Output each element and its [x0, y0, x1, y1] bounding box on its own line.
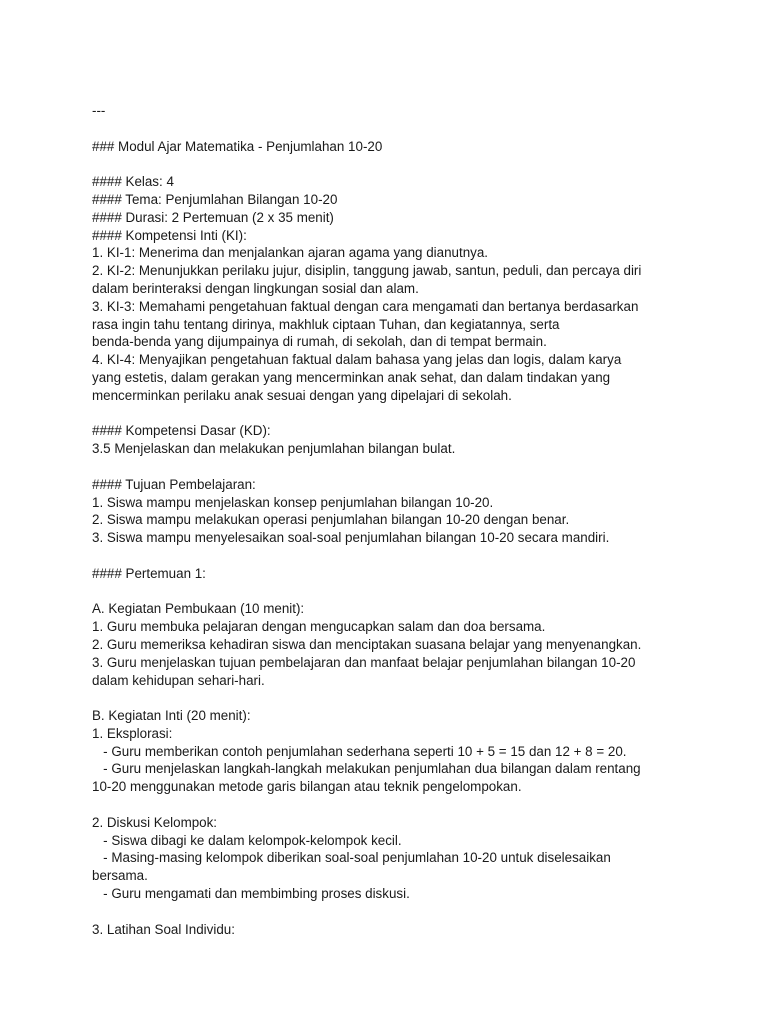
text-line: mencerminkan perilaku anak sesuai dengan yang dipelajari di sekolah.	[92, 387, 512, 403]
text-line: 3. KI-3: Memahami pengetahuan faktual dengan cara mengamati dan bertanya berdasarkan	[92, 298, 639, 314]
blank-line	[92, 155, 692, 173]
text-line: 3. Siswa mampu menyelesaikan soal-soal penjumlahan bilangan 10-20 secara mandiri.	[92, 530, 610, 546]
text-line: 2. Guru memeriksa kehadiran siswa dan menciptakan suasana belajar yang menyenangkan.	[92, 636, 642, 652]
blank-line	[92, 120, 692, 138]
text-line: benda-benda yang dijumpainya di rumah, di sekolah, dan di tempat bermain.	[92, 334, 547, 350]
blank-line	[92, 903, 692, 921]
text-line: dalam kehidupan sehari-hari.	[92, 672, 265, 688]
text-line: 2. KI-2: Menunjukkan perilaku jujur, disiplin, tanggung jawab, santun, peduli, dan percaya diri	[92, 263, 642, 279]
blank-line	[92, 547, 692, 565]
text-line: - Guru menjelaskan langkah-langkah melakukan penjumlahan dua bilangan dalam rentang	[92, 761, 641, 777]
document-body	[92, 102, 692, 938]
text-line: 1. Siswa mampu menjelaskan konsep penjumlahan bilangan 10-20.	[92, 494, 494, 510]
text-line: #### Kompetensi Inti (KI):	[92, 227, 247, 243]
text-line: 1. Guru membuka pelajaran dengan mengucapkan salam dan doa bersama.	[92, 619, 546, 635]
blank-line	[92, 796, 692, 814]
text-line: 3. Guru menjelaskan tujuan pembelajaran dan manfaat belajar penjumlahan bilangan 10-20	[92, 654, 636, 670]
blank-line	[92, 405, 692, 423]
text-line: #### Tema: Penjumlahan Bilangan 10-20	[92, 191, 338, 207]
text-line: yang estetis, dalam gerakan yang mencerminkan anak sehat, dan dalam tindakan yang	[92, 369, 611, 385]
text-line: ### Modul Ajar Matematika - Penjumlahan 10-20	[92, 138, 383, 154]
text-line: B. Kegiatan Inti (20 menit):	[92, 708, 251, 724]
text-line: A. Kegiatan Pembukaan (10 menit):	[92, 601, 305, 617]
text-line: 4. KI-4: Menyajikan pengetahuan faktual dalam bahasa yang jelas dan logis, dalam karya	[92, 352, 622, 368]
text-line: #### Kompetensi Dasar (KD):	[92, 423, 271, 439]
text-line: 3. Latihan Soal Individu:	[92, 921, 235, 937]
text-line: 1. Eksplorasi:	[92, 725, 173, 741]
text-line: - Masing-masing kelompok diberikan soal-soal penjumlahan 10-20 untuk diselesaikan	[92, 850, 611, 866]
text-line: dalam berinteraksi dengan lingkungan sosial dan alam.	[92, 280, 419, 296]
blank-line	[92, 458, 692, 476]
text-line: 1. KI-1: Menerima dan menjalankan ajaran agama yang dianutnya.	[92, 245, 489, 261]
text-line: bersama.	[92, 868, 148, 884]
text-line: - Guru mengamati dan membimbing proses diskusi.	[92, 886, 410, 902]
blank-line	[92, 689, 692, 707]
text-line: 2. Siswa mampu melakukan operasi penjumlahan bilangan 10-20 dengan benar.	[92, 512, 570, 528]
blank-line	[92, 583, 692, 601]
text-line: #### Kelas: 4	[92, 174, 174, 190]
text-line: - Guru memberikan contoh penjumlahan sederhana seperti 10 + 5 = 15 dan 12 + 8 = 20.	[92, 743, 627, 759]
text-line: #### Pertemuan 1:	[92, 565, 206, 581]
text-line: ---	[92, 103, 106, 118]
text-line: 2. Diskusi Kelompok:	[92, 814, 218, 830]
text-line: 10-20 menggunakan metode garis bilangan atau teknik pengelompokan.	[92, 779, 522, 795]
text-line: #### Tujuan Pembelajaran:	[92, 476, 256, 492]
text-line: #### Durasi: 2 Pertemuan (2 x 35 menit)	[92, 209, 334, 225]
text-line: 3.5 Menjelaskan dan melakukan penjumlahan bilangan bulat.	[92, 441, 456, 457]
text-line: rasa ingin tahu tentang dirinya, makhluk ciptaan Tuhan, dan kegiatannya, serta	[92, 316, 560, 332]
text-line: - Siswa dibagi ke dalam kelompok-kelompok kecil.	[92, 832, 402, 848]
